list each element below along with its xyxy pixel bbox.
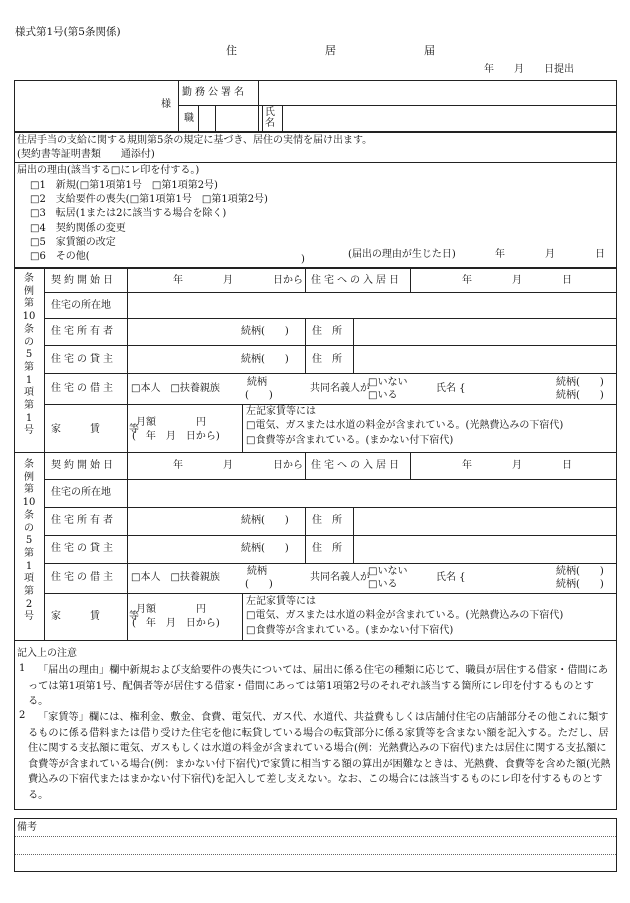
- note-2-text: 「家賃等」欄には、権利金、敷金、食費、電気代、ガス代、水道代、共益費もしくは店舗付住宅の店舗部分その他これに類するものに係る借料または借り受けた住宅を他に転貸している場合の転貸部分に係る家賃等を含まない額を記入する。ただし、居住に関する支払額に電気、ガスもしくは水道の料金が含まれている場合(例：光熱費込みの下宿代)または居住に関する支払額に食費等が含まれている場合(例：まかない付下宿代)で家賃に相当する額の算出が困難なときは、光熱費、食費等を含めた額(光熱費込みの下宿代またはまかない付下宿代)を記入して差し支えない。なお、この場合には該当するものにレ印を付するものとする。: [28, 712, 611, 801]
- s1-co-relation-2[interactable]: 続柄( ): [556, 390, 604, 401]
- name-label: 氏名: [265, 107, 275, 129]
- s1-owner-label: 住宅所有者: [51, 326, 116, 337]
- s1-contract-start-label: 契約開始日: [51, 275, 116, 286]
- s1-owner-relation[interactable]: 続柄( ): [241, 326, 289, 337]
- office-input[interactable]: [260, 82, 615, 104]
- s1-move-in-label: 住宅への入居日: [311, 275, 402, 286]
- s1-monthly-from[interactable]: ( 年 月 日から): [132, 431, 220, 442]
- office-label: 勤務公署名: [182, 87, 247, 98]
- s1-lessee-options[interactable]: □本人 □扶養親族: [131, 383, 220, 394]
- s2-lessor-label: 住宅の貸主: [51, 543, 116, 554]
- note-1-text: 「届出の理由」欄中新規および支給要件の喪失については、届出に係る住宅の種類に応じて、職員が居住する借家・借間にあっては第1項第1号、配偶者等が居住する借家・借間にあっては第1項第2号のそれぞれ該当する箇所にレ印を付するものとする。: [28, 665, 609, 708]
- section-1-label: 条例第10条の5第1項第1号: [22, 273, 36, 437]
- s2-rent-label: 家 賃 等: [51, 611, 142, 622]
- s2-co-relation-2[interactable]: 続柄( ): [556, 579, 604, 590]
- reason-5[interactable]: □5 家賃額の改定: [30, 237, 116, 248]
- s1-co-relation-1[interactable]: 続柄( ): [556, 377, 604, 388]
- s1-rent-label: 家 賃 等: [51, 424, 142, 435]
- reason-2[interactable]: □2 支給要件の喪失(□第1項第1号 □第1項第2号): [30, 194, 268, 205]
- note-2-number: 2: [19, 710, 26, 721]
- s2-monthly-from[interactable]: ( 年 月 日から): [132, 618, 220, 629]
- s2-lessee-label: 住宅の借主: [51, 572, 116, 583]
- s1-location-input[interactable]: [130, 295, 614, 316]
- occurred-label: (届出の理由が生じた日): [348, 249, 456, 260]
- s2-lessor-address-label: 住 所: [312, 543, 342, 554]
- form-title: 住 居 届: [226, 44, 435, 57]
- s1-remarks-utilities[interactable]: □電気、ガスまたは水道の料金が含まれている。(光熱費込みの下宿代): [246, 420, 564, 431]
- name-input[interactable]: [284, 107, 615, 129]
- s2-co-name: 氏名 {: [436, 572, 466, 583]
- s1-lessee-relation-top: 続柄: [247, 377, 267, 388]
- reason-1[interactable]: □1 新規(□第1項第1号 □第1項第2号): [30, 180, 218, 191]
- s2-lessee-relation-bottom[interactable]: ( ): [245, 579, 273, 590]
- note-1-number: 1: [19, 663, 26, 674]
- s1-monthly-amount[interactable]: 月額 円: [136, 417, 206, 428]
- s2-move-in-label: 住宅への入居日: [311, 460, 402, 471]
- reason-6-close: ): [301, 254, 305, 265]
- section-2-label: 条例第10条の5第1項第2号: [22, 459, 36, 623]
- post-label: 職: [184, 113, 194, 124]
- s2-lessee-options[interactable]: □本人 □扶養親族: [131, 572, 220, 583]
- reason-6[interactable]: □6 その他(: [30, 251, 90, 262]
- s1-location-label: 住宅の所在地: [51, 300, 111, 311]
- s1-owner-address-label: 住 所: [312, 326, 342, 337]
- s2-owner-address-label: 住 所: [312, 515, 342, 526]
- s1-lessee-label: 住宅の借主: [51, 383, 116, 394]
- s1-lessor-address-label: 住 所: [312, 354, 342, 365]
- s2-remarks-utilities[interactable]: □電気、ガスまたは水道の料金が含まれている。(光熱費込みの下宿代): [246, 610, 564, 621]
- reason-3[interactable]: □3 転居(1または2に該当する場合を除く): [30, 208, 227, 219]
- s2-co-signer-label: 共同名義人が: [310, 572, 370, 583]
- s2-location-input[interactable]: [130, 482, 614, 504]
- s2-monthly-amount[interactable]: 月額 円: [136, 604, 206, 615]
- s1-co-exist[interactable]: □いる: [368, 390, 398, 401]
- occurred-date[interactable]: 年 月 日: [495, 249, 605, 260]
- s2-move-in-value[interactable]: 年 月 日: [462, 460, 572, 471]
- intro-line-2: (契約書等証明書類 通添付): [17, 149, 155, 160]
- notes-heading: 記入上の注意: [17, 648, 77, 659]
- s1-contract-start-value[interactable]: 年 月 日から: [173, 275, 303, 286]
- s1-lessor-label: 住宅の貸主: [51, 354, 116, 365]
- form-number: 様式第1号(第5条関係): [15, 26, 121, 38]
- s2-contract-start-value[interactable]: 年 月 日から: [173, 460, 303, 471]
- reasons-heading: 届出の理由(該当する□にレ印を付する。): [17, 165, 200, 176]
- s2-lessor-relation[interactable]: 続柄( ): [241, 543, 289, 554]
- submission-date[interactable]: 年 月 日提出: [484, 64, 574, 75]
- post-input[interactable]: [217, 107, 260, 129]
- s1-co-signer-label: 共同名義人が: [310, 383, 370, 394]
- s1-lessee-relation-bottom[interactable]: ( ): [245, 390, 273, 401]
- s2-lessee-relation-top: 続柄: [247, 566, 267, 577]
- intro-line-1: 住居手当の支給に関する規則第5条の規定に基づき、居住の実情を届け出ます。: [17, 135, 373, 146]
- s2-contract-start-label: 契約開始日: [51, 460, 116, 471]
- s2-remarks-meals[interactable]: □食費等が含まれている。(まかない付下宿代): [246, 625, 454, 636]
- sama-label: 様: [161, 99, 171, 110]
- s2-co-relation-1[interactable]: 続柄( ): [556, 566, 604, 577]
- bikou-input[interactable]: [16, 838, 615, 870]
- s2-owner-relation[interactable]: 続柄( ): [241, 515, 289, 526]
- s1-co-name: 氏名 {: [436, 383, 466, 394]
- s1-move-in-value[interactable]: 年 月 日: [462, 275, 572, 286]
- s1-remarks-meals[interactable]: □食費等が含まれている。(まかない付下宿代): [246, 435, 454, 446]
- reason-4[interactable]: □4 契約関係の変更: [30, 223, 126, 234]
- s1-remarks-heading: 左記家賃等には: [246, 406, 316, 417]
- s1-lessor-relation[interactable]: 続柄( ): [241, 354, 289, 365]
- s2-remarks-heading: 左記家賃等には: [246, 596, 316, 607]
- s2-owner-label: 住宅所有者: [51, 515, 116, 526]
- s2-co-not-exist[interactable]: □いない: [368, 566, 408, 577]
- s2-location-label: 住宅の所在地: [51, 487, 111, 498]
- s2-co-exist[interactable]: □いる: [368, 579, 398, 590]
- s1-co-not-exist[interactable]: □いない: [368, 377, 408, 388]
- bikou-label: 備考: [17, 822, 37, 833]
